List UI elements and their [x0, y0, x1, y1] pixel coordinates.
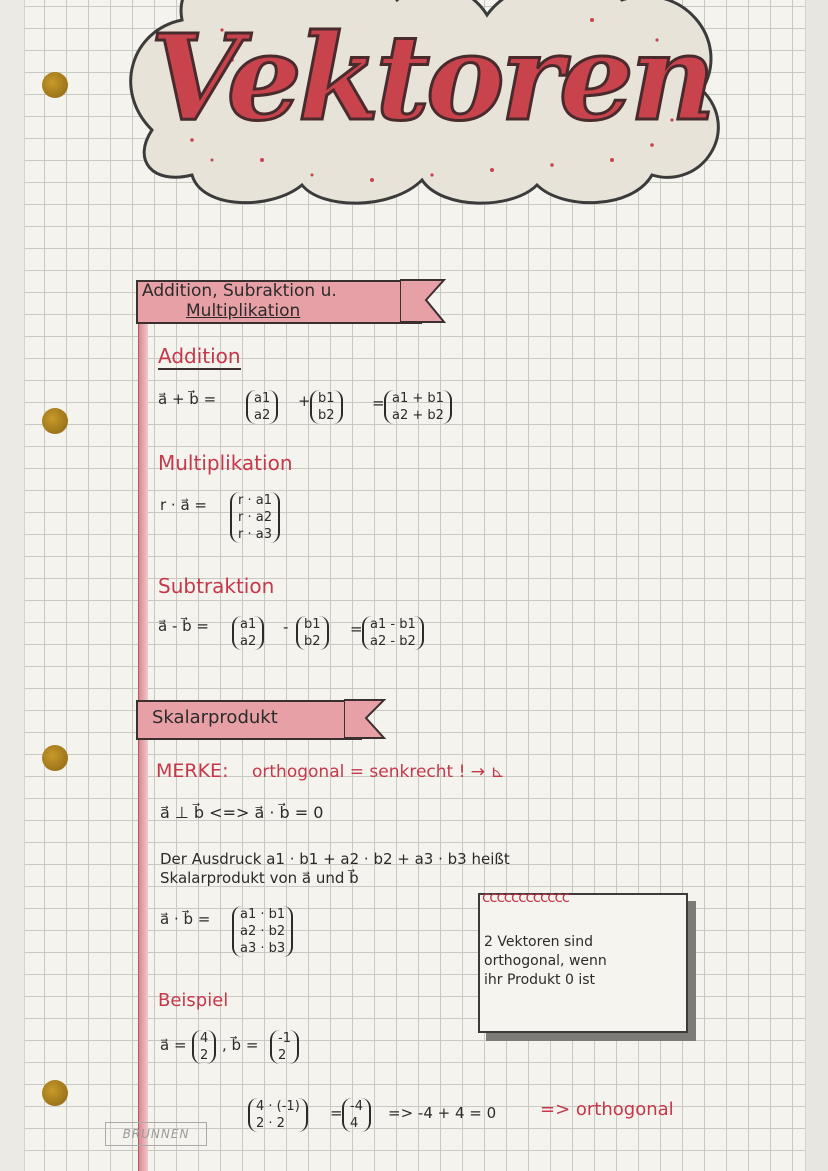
equals-sign: =: [350, 620, 363, 638]
paper-left-edge: [0, 0, 25, 1171]
skalar-lhs: a⃗ · b⃗ =: [160, 910, 211, 928]
subtraktion-matrix-result: a1 - b1 a2 - b2: [362, 616, 424, 650]
banner-title-line1: Addition, Subraktion u.: [142, 281, 337, 301]
addition-matrix-b: b1 b2: [310, 390, 343, 424]
margin-line: [138, 318, 148, 1171]
subtraktion-matrix-a: a1 a2: [232, 616, 264, 650]
beispiel-calculation: => -4 + 4 = 0: [388, 1104, 497, 1122]
note-line1: 2 Vektoren sind: [484, 934, 593, 950]
addition-heading: Addition: [158, 344, 241, 368]
punch-hole: [42, 72, 68, 98]
vector-b: -1 2: [270, 1030, 299, 1064]
beispiel-b-label: , b⃗ =: [222, 1036, 259, 1054]
vector-a: 4 2: [192, 1030, 216, 1064]
multiplikation-lhs: r · a⃗ =: [160, 496, 207, 514]
page-title: Vektoren: [150, 8, 712, 147]
merke-text: orthogonal = senkrecht ! → ⊾: [252, 762, 505, 782]
brand-logo: BRUNNEN: [105, 1122, 207, 1146]
orthogonal-rule: a⃗ ⊥ b⃗ <=> a⃗ · b⃗ = 0: [160, 803, 324, 822]
minus-sign: -: [283, 618, 289, 636]
definition-line1: Der Ausdruck a1 · b1 + a2 · b2 + a3 · b3 heißt: [160, 850, 510, 868]
addition-matrix-result: a1 + b1 a2 + b2: [384, 390, 452, 424]
subtraktion-lhs: a⃗ - b⃗ =: [158, 617, 209, 635]
merke-label: MERKE:: [156, 760, 229, 782]
beispiel-heading: Beispiel: [158, 990, 229, 1011]
note-spiral: cccccccccccc: [482, 888, 569, 906]
note-line2: orthogonal, wenn: [484, 953, 607, 969]
skalarprodukt-heading: Skalarprodukt: [152, 707, 278, 728]
punch-hole: [42, 745, 68, 771]
beispiel-result: => orthogonal: [540, 1099, 674, 1120]
skalar-matrix: a1 · b1 a2 · b2 a3 · b3: [232, 906, 293, 957]
note-line3: ihr Produkt 0 ist: [484, 972, 596, 988]
banner-notch: [344, 698, 386, 740]
punch-hole: [42, 408, 68, 434]
equals-sign: =: [372, 394, 385, 412]
multiplikation-heading: Multiplikation: [158, 451, 293, 475]
definition-line2: Skalarprodukt von a⃗ und b⃗: [160, 869, 359, 887]
beispiel-result-matrix: -4 4: [342, 1098, 371, 1132]
addition-lhs: a⃗ + b⃗ =: [158, 390, 217, 408]
addition-matrix-a: a1 a2: [246, 390, 278, 424]
beispiel-a-label: a⃗ =: [160, 1036, 187, 1054]
subtraktion-matrix-b: b1 b2: [296, 616, 329, 650]
plus-sign: +: [298, 392, 311, 410]
punch-hole: [42, 1080, 68, 1106]
beispiel-product-matrix: 4 · (-1) 2 · 2: [248, 1098, 308, 1132]
subtraktion-heading: Subtraktion: [158, 574, 275, 598]
multiplikation-matrix: r · a1 r · a2 r · a3: [230, 492, 280, 543]
paper-right-edge: [805, 0, 828, 1171]
banner-notch: [400, 278, 446, 324]
equals-sign: =: [330, 1104, 343, 1122]
banner-title-line2: Multiplikation: [186, 301, 301, 321]
